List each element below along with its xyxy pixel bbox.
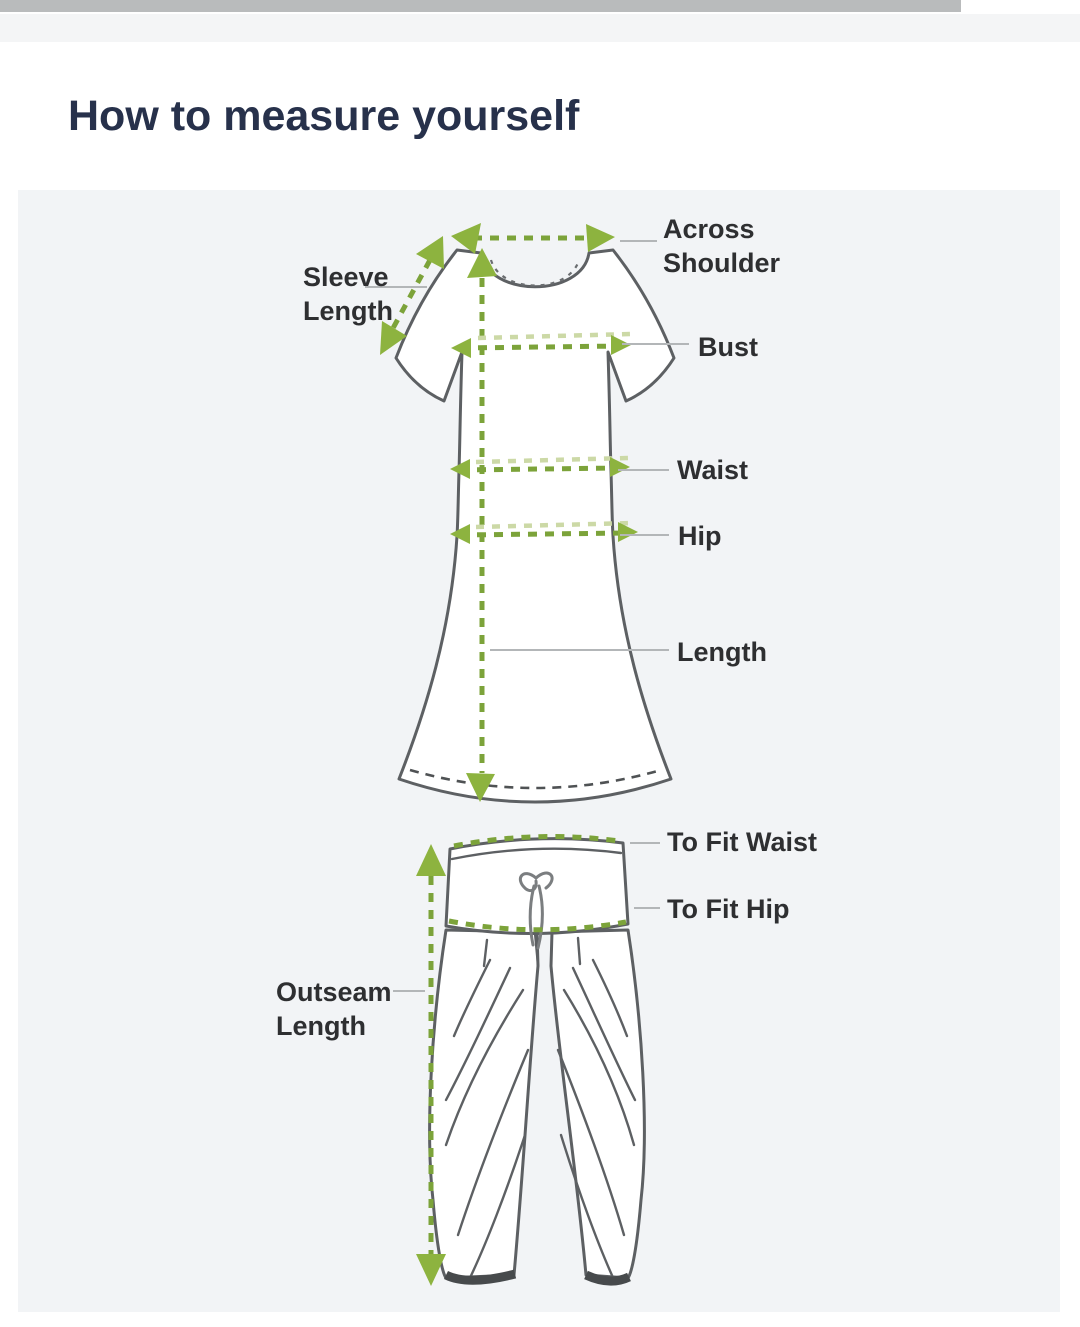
- label-hip: Hip: [678, 521, 722, 551]
- secondary-top-strip: [0, 14, 1080, 42]
- label-waist: Waist: [677, 455, 749, 485]
- label-sleeve-length: Sleeve Length: [303, 262, 393, 326]
- pants-outline: [430, 839, 645, 1282]
- label-to-fit-waist: To Fit Waist: [667, 827, 817, 857]
- label-to-fit-hip: To Fit Hip: [667, 894, 790, 924]
- page-title: How to measure yourself: [68, 92, 580, 140]
- top-bar: [0, 0, 961, 12]
- dress-outline: [396, 250, 674, 802]
- label-length: Length: [677, 637, 767, 667]
- label-outseam-length: Outseam Length: [276, 977, 392, 1041]
- measurement-diagram-panel: [18, 190, 1060, 1312]
- label-across-shoulder: Across Shoulder: [663, 214, 781, 278]
- label-bust: Bust: [698, 332, 758, 362]
- garment-measurement-diagram: [18, 190, 1060, 1312]
